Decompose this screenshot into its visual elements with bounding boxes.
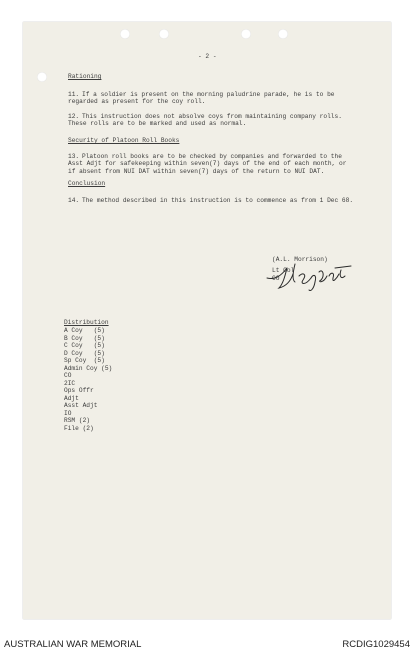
paragraph-line: This instruction does not absolve coys from maintaining company rolls.: [82, 113, 342, 120]
list-item: CO: [64, 372, 72, 379]
signatory-appointment: CO: [272, 275, 280, 282]
paragraph-number: 12.: [68, 113, 80, 120]
list-item: A Coy (5): [64, 327, 105, 334]
signatory-rank: Lt Col: [272, 267, 295, 274]
section-heading-security: Security of Platoon Roll Books: [68, 137, 180, 144]
punch-hole: [278, 29, 288, 39]
paragraph-line: if absent from NUI DAT within seven(7) days of the return to NUI DAT.: [68, 167, 325, 175]
list-item: Adjt: [64, 394, 79, 402]
page-number: - 2 -: [198, 53, 217, 60]
list-item: B Coy (5): [64, 334, 105, 342]
list-item: IO: [64, 409, 72, 417]
paragraph-line: These rolls are to be marked and used as normal.: [68, 120, 247, 128]
distribution-heading: Distribution: [64, 319, 109, 326]
punch-hole: [241, 29, 251, 39]
document-page: [23, 22, 391, 619]
section-heading-rationing: Rationing: [68, 73, 102, 80]
list-item: Asst Adjt: [64, 402, 98, 409]
paragraph-12: [68, 113, 342, 128]
punch-hole: [159, 29, 169, 39]
list-item: Sp Coy (5): [64, 357, 105, 364]
paragraph-number: 14.: [68, 197, 80, 204]
list-item: Ops Offr: [64, 387, 94, 394]
list-item: Admin Coy (5): [64, 364, 113, 372]
list-item: RSM (2): [64, 417, 90, 424]
paragraph-number: 13.: [68, 153, 80, 160]
paragraph-13: [68, 153, 346, 175]
footer-archive-name: AUSTRALIAN WAR MEMORIAL: [4, 639, 142, 650]
list-item: C Coy (5): [64, 342, 105, 349]
paragraph-14: [68, 197, 353, 204]
list-item: D Coy (5): [64, 349, 105, 357]
paragraph-line: The method described in this instruction is to commence as from 1 Dec 68.: [82, 197, 354, 204]
list-item: 2IC: [64, 379, 76, 387]
paragraph-line: Platoon roll books are to be checked by companies and forwarded to the: [82, 153, 342, 160]
paragraph-number: 11.: [68, 91, 80, 98]
signatory-name: (A.L. Morrison): [272, 256, 328, 263]
paragraph-line: If a soldier is present on the morning paludrine parade, he is to be: [82, 91, 335, 98]
footer-item-id: RCDIG1029454: [342, 639, 410, 650]
punch-hole: [37, 72, 47, 82]
paragraph-line: regarded as present for the coy roll.: [68, 98, 206, 106]
paragraph-line: Asst Adjt for safekeeping within seven(7) days of the end of each month, or: [68, 160, 347, 168]
punch-hole: [120, 29, 130, 39]
paragraph-11: [68, 91, 335, 106]
list-item: File (2): [64, 424, 94, 432]
section-heading-conclusion: Conclusion: [68, 180, 106, 187]
